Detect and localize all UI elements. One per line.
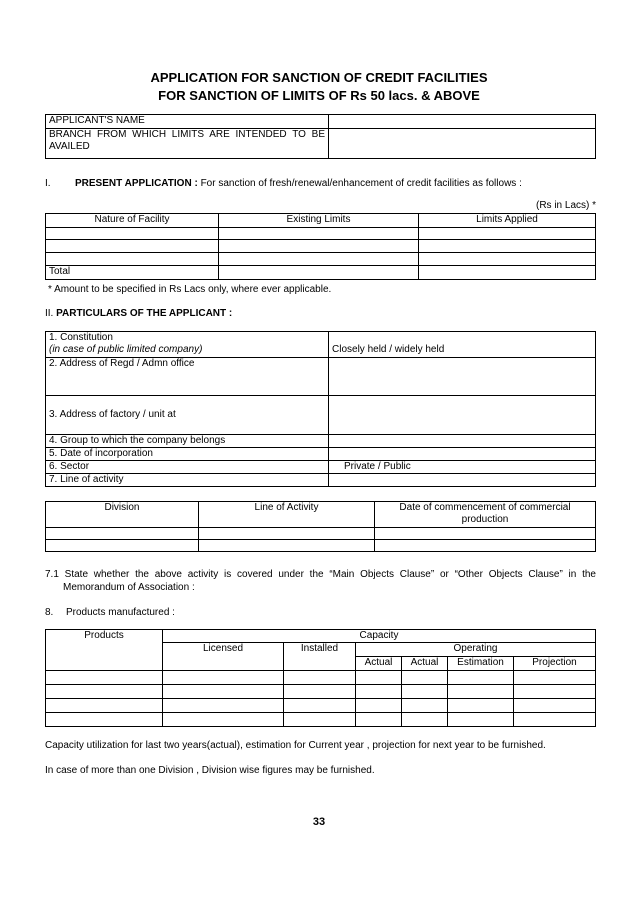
table-cell[interactable] (514, 671, 596, 685)
line-of-activity-label: 7. Line of activity (46, 473, 329, 486)
table-cell[interactable] (356, 713, 402, 727)
table-cell[interactable] (46, 685, 163, 699)
factory-address-label: 3. Address of factory / unit at (46, 395, 329, 434)
col-estimation: Estimation (448, 657, 514, 671)
particulars-table (45, 331, 596, 487)
item-7-1: 7.1 State whether the above activity is covered under the “Main Objects Clause” or “Other Objects Clause” in the Memorandum of Association : (45, 569, 596, 593)
licensed-header-spacer (163, 657, 284, 671)
section2-number: II. (45, 308, 54, 319)
table-cell[interactable] (219, 240, 419, 253)
total-applied[interactable] (419, 266, 596, 280)
table-cell[interactable] (46, 253, 219, 266)
sector-label: 6. Sector (46, 460, 329, 473)
section2-heading-line (45, 307, 232, 320)
group-label: 4. Group to which the company belongs (46, 434, 329, 447)
table-cell[interactable] (356, 685, 402, 699)
table-cell[interactable] (163, 685, 284, 699)
constitution-note: (in case of public limited company) (46, 344, 329, 357)
table-cell[interactable] (199, 540, 375, 552)
capacity-note: Capacity utilization for last two years(actual), estimation for Current year , projection for next year to be furnished. (45, 740, 546, 751)
table-cell[interactable] (284, 685, 356, 699)
constitution-field-top[interactable] (329, 332, 596, 345)
table-cell[interactable] (448, 713, 514, 727)
units-note: (Rs in Lacs) * (535, 200, 596, 211)
col-products: Products (46, 630, 163, 643)
table-cell[interactable] (284, 713, 356, 727)
table-cell[interactable] (284, 699, 356, 713)
factory-address-field[interactable] (329, 395, 596, 434)
table-cell[interactable] (402, 685, 448, 699)
col-operating: Operating (356, 643, 596, 657)
table-cell[interactable] (402, 671, 448, 685)
applicant-name-label: APPLICANT'S NAME (46, 115, 329, 129)
col-projection: Projection (514, 657, 596, 671)
table-cell[interactable] (419, 253, 596, 266)
branch-field[interactable] (329, 129, 596, 159)
products-header-spacer (46, 657, 163, 671)
table-cell[interactable] (356, 671, 402, 685)
table-cell[interactable] (514, 699, 596, 713)
item-8-number: 8. (45, 607, 54, 618)
facility-table (45, 213, 596, 280)
table-cell[interactable] (356, 699, 402, 713)
col-line-of-activity: Line of Activity (199, 502, 375, 528)
table-cell[interactable] (375, 528, 596, 540)
col-date-of-commencement: Date of commencement of commercial production (375, 502, 596, 528)
table-cell[interactable] (46, 528, 199, 540)
private-public-option[interactable]: Private / Public (329, 460, 596, 473)
division-note: In case of more than one Division , Division wise figures may be furnished. (45, 765, 375, 776)
table-cell[interactable] (46, 240, 219, 253)
page-title: APPLICATION FOR SANCTION OF CREDIT FACILITIES (150, 70, 488, 85)
table-cell[interactable] (46, 699, 163, 713)
constitution-label: 1. Constitution (46, 332, 329, 345)
installed-header-spacer (284, 657, 356, 671)
table-cell[interactable] (46, 540, 199, 552)
products-table (45, 629, 596, 727)
col-installed: Installed (284, 643, 356, 657)
applicant-name-field[interactable] (329, 115, 596, 129)
products-header-spacer (46, 643, 163, 657)
col-limits-applied: Limits Applied (419, 214, 596, 228)
section2-heading: PARTICULARS OF THE APPLICANT : (56, 308, 233, 319)
applicant-table (45, 114, 596, 159)
branch-label: BRANCH FROM WHICH LIMITS ARE INTENDED TO BE AVAILED (46, 129, 329, 159)
table-cell[interactable] (219, 228, 419, 240)
incorporation-label: 5. Date of incorporation (46, 447, 329, 460)
page-number: 33 (312, 816, 326, 828)
table-cell[interactable] (402, 699, 448, 713)
table-cell[interactable] (419, 240, 596, 253)
total-existing[interactable] (219, 266, 419, 280)
table-cell[interactable] (448, 699, 514, 713)
col-division: Division (46, 502, 199, 528)
item-8-text: Products manufactured : (66, 607, 175, 618)
col-nature-of-facility: Nature of Facility (46, 214, 219, 228)
table-cell[interactable] (46, 713, 163, 727)
section1-heading-line (75, 177, 605, 190)
table-cell[interactable] (448, 685, 514, 699)
col-capacity: Capacity (163, 630, 596, 643)
page-subtitle: FOR SANCTION OF LIMITS OF Rs 50 lacs. & ABOVE (158, 88, 480, 103)
col-actual-1: Actual (356, 657, 402, 671)
incorporation-field[interactable] (329, 447, 596, 460)
table-cell[interactable] (163, 671, 284, 685)
col-licensed: Licensed (163, 643, 284, 657)
table-cell[interactable] (514, 713, 596, 727)
table-cell[interactable] (163, 699, 284, 713)
amount-footnote: * Amount to be specified in Rs Lacs only, where ever applicable. (48, 284, 332, 295)
table-cell[interactable] (199, 528, 375, 540)
section1-number: I. (45, 178, 51, 189)
regd-address-field[interactable] (329, 357, 596, 395)
table-cell[interactable] (419, 228, 596, 240)
table-cell[interactable] (375, 540, 596, 552)
table-cell[interactable] (402, 713, 448, 727)
section1-text: For sanction of fresh/renewal/enhancement of credit facilities as follows : (200, 178, 522, 189)
section1-heading: PRESENT APPLICATION : (75, 178, 198, 189)
total-label: Total (46, 266, 219, 280)
table-cell[interactable] (46, 228, 219, 240)
regd-address-label: 2. Address of Regd / Admn office (46, 357, 329, 395)
line-of-activity-field[interactable] (329, 473, 596, 486)
closely-held-option[interactable]: Closely held / widely held (329, 344, 596, 357)
group-field[interactable] (329, 434, 596, 447)
table-cell[interactable] (219, 253, 419, 266)
table-cell[interactable] (284, 671, 356, 685)
division-table (45, 501, 596, 552)
table-cell[interactable] (163, 713, 284, 727)
table-cell[interactable] (448, 671, 514, 685)
table-cell[interactable] (46, 671, 163, 685)
col-actual-2: Actual (402, 657, 448, 671)
col-existing-limits: Existing Limits (219, 214, 419, 228)
table-cell[interactable] (514, 685, 596, 699)
